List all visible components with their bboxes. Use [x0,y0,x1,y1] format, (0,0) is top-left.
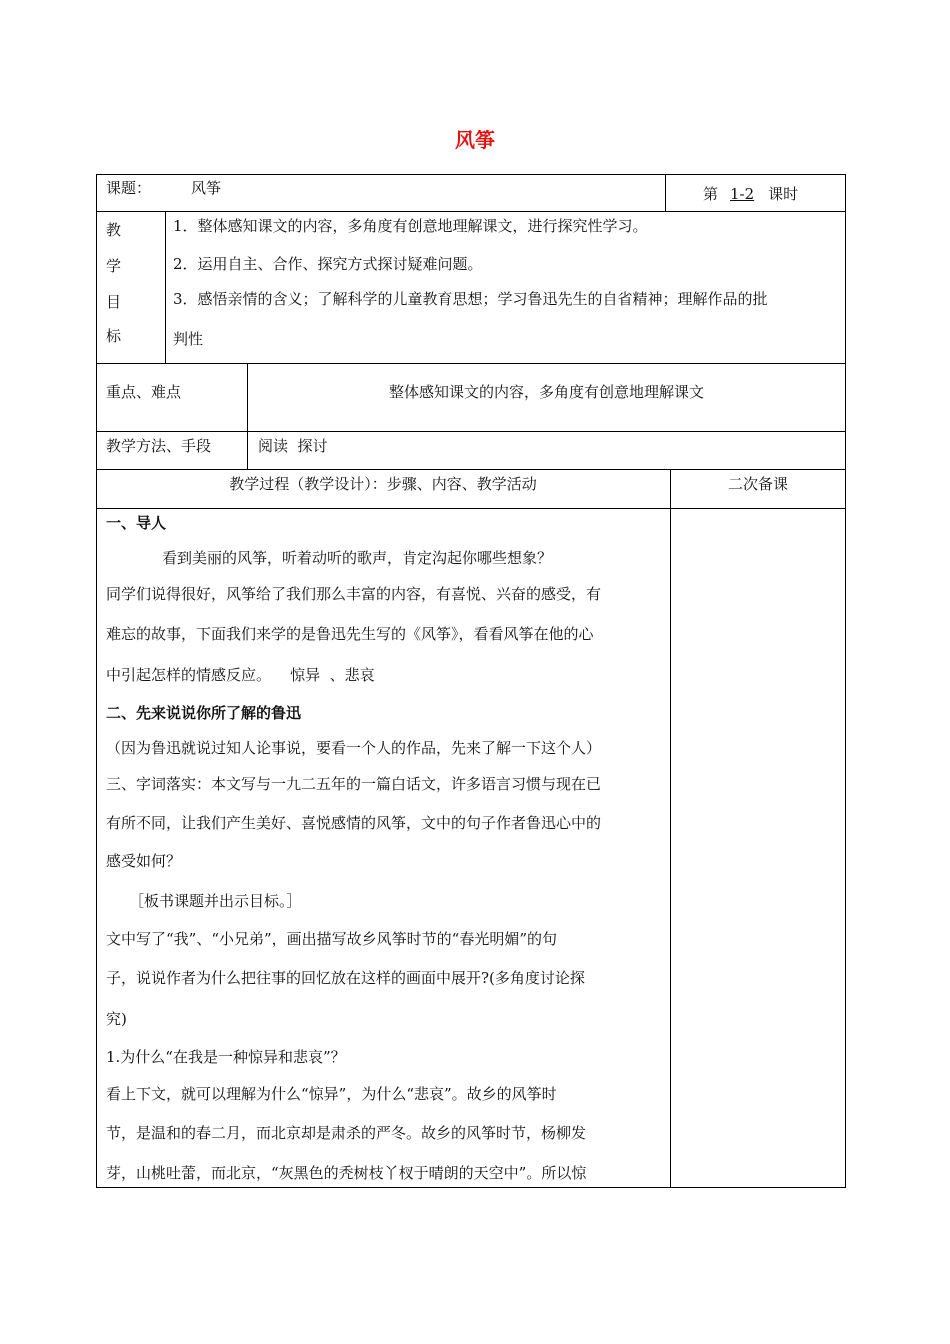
row-divider [96,211,846,212]
content-line: 三、字词落实：本文写与一九二五年的一篇白话文，许多语言习惯与现在已 [106,775,602,793]
col-divider [665,174,666,212]
content-line: 感受如何？ [106,852,182,870]
content-line: 中引起怎样的情感反应。 惊异 、悲哀 [106,666,375,684]
content-line: 芽，山桃吐蕾，而北京，“灰黑色的秃树枝丫杈于晴朗的天空中”。所以惊 [106,1164,587,1182]
lesson-plan-table [96,174,846,1188]
topic-label: 课题： [106,179,152,197]
objective-line: 1．整体感知课文的内容，多角度有创意地理解课文，进行探究性学习。 [173,217,648,235]
content-line: 同学们说得很好，风筝给了我们那么丰富的内容，有喜悦、兴奋的感受，有 [106,585,602,603]
key-points-value: 整体感知课文的内容，多角度有创意地理解课文 [388,383,704,401]
row-divider [96,363,846,364]
content-line: 1.为什么“在我是一种惊异和悲哀”？ [106,1048,346,1066]
content-line: 节，是温和的春二月，而北京却是肃杀的严冬。故乡的风筝时节，杨柳发 [106,1124,587,1142]
content-line: 看到美丽的风筝，听着动听的歌声，肯定沟起你哪些想象？ [162,549,553,567]
content-line: 有所不同，让我们产生美好、喜悦感情的风筝，文中的句子作者鲁迅心中的 [106,814,602,832]
process-header-left: 教学过程（教学设计）：步骤、内容、教学活动 [229,475,537,493]
content-line: （因为鲁迅就说过知人论事说，要看一个人的作品，先来了解一下这个人） [106,739,602,757]
table-border-right [845,174,846,1188]
document-title: 风筝 [455,128,495,152]
row-divider [96,508,846,509]
col-divider [247,363,248,470]
methods-label: 教学方法、手段 [106,437,212,455]
lesson-count: 第 1-2 课时 [703,185,799,203]
content-line: 看上下文，就可以理解为什么“惊异”，为什么“悲哀”。故乡的风筝时 [106,1085,557,1103]
row-divider [96,431,846,432]
table-border-bottom [96,1187,846,1188]
content-line: 文中写了“我”、“小兄弟”，画出描写故乡风筝时节的“春光明媚”的句 [106,930,558,948]
content-line: 子，说说作者为什么把往事的回忆放在这样的画面中展开?(多角度讨论探 [106,969,585,987]
content-line: 难忘的故事，下面我们来学的是鲁迅先生写的《风筝》，看看风筝在他的心 [106,625,594,643]
section-heading: 二、先来说说你所了解的鲁迅 [106,704,302,722]
objective-line: 2．运用自主、合作、探究方式探讨疑难问题。 [173,255,483,273]
content-line: 究) [106,1010,127,1028]
topic-value: 风筝 [191,179,222,197]
objectives-label-char: 教 [106,221,122,239]
col-divider [670,469,671,1188]
methods-value: 阅读 探讨 [258,437,328,455]
content-line: ［板书课题并出示目标。］ [129,892,302,910]
col-divider [165,211,166,364]
objectives-label-char: 标 [106,327,122,345]
table-border-top [96,174,846,175]
objective-line: 3．感悟亲情的含义；了解科学的儿童教育思想；学习鲁迅先生的自省精神；理解作品的批 [173,290,768,308]
process-header-right: 二次备课 [727,475,788,493]
section-heading: 一、导人 [106,514,167,532]
objective-line: 判性 [173,330,204,348]
key-points-label: 重点、难点 [106,383,182,401]
objectives-label-char: 学 [106,257,122,275]
row-divider [96,469,846,470]
objectives-label-char: 目 [106,293,122,311]
table-border-left [96,174,97,1188]
